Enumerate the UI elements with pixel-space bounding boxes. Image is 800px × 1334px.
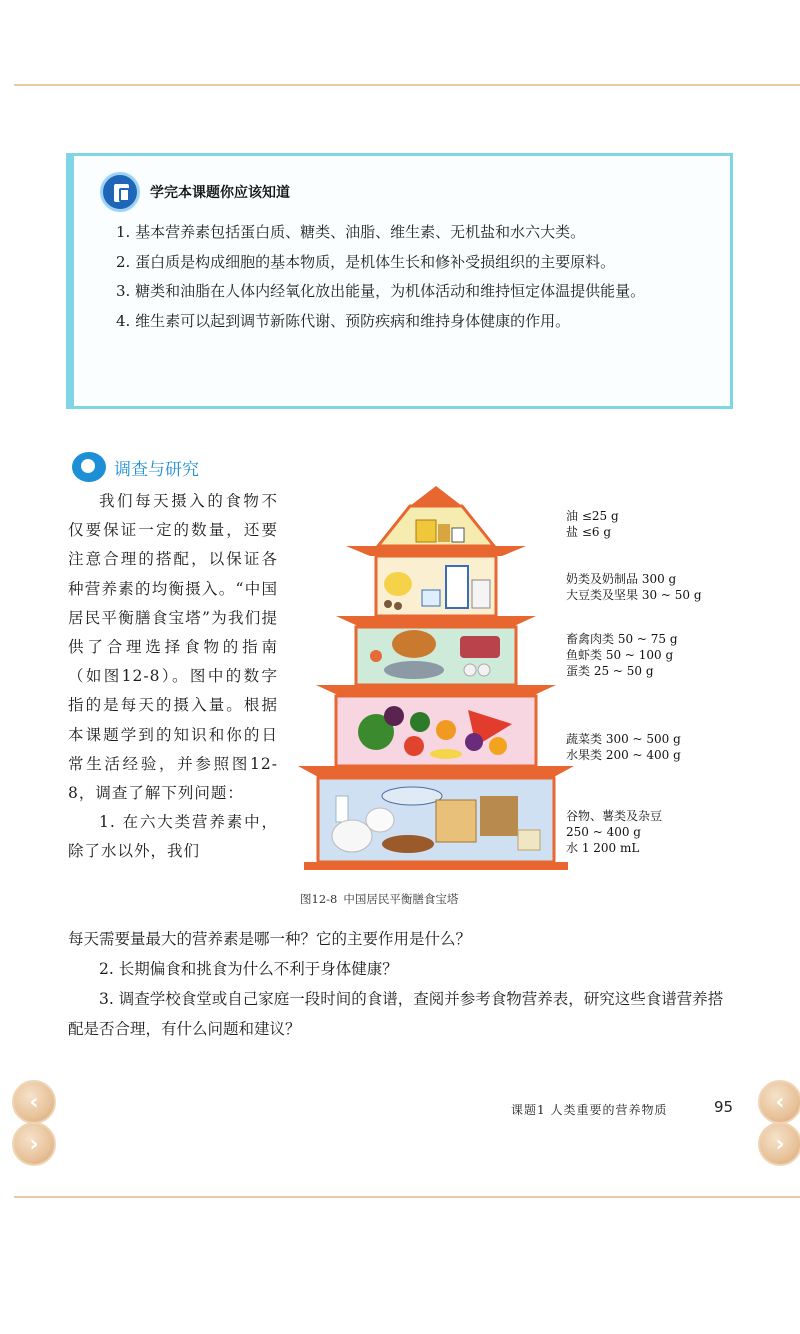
running-footer: 课题1 人类重要的营养物质: [511, 1103, 668, 1117]
next-page-button[interactable]: [758, 1122, 800, 1166]
question-2: 2. 长期偏食和挑食为什么不利于身体健康？: [99, 960, 398, 978]
knowledge-box: [66, 153, 733, 409]
label-meat: 畜禽肉类 50 ~ 75 g: [566, 632, 678, 646]
figure-caption-text: 中国居民平衡膳食宝塔: [343, 892, 459, 906]
intro-text-block: [68, 487, 278, 867]
chevron-left-icon: ‹: [29, 1089, 39, 1115]
page-number: 95: [714, 1098, 734, 1116]
tier-4-labels: [566, 731, 681, 763]
tier-5-labels: [566, 808, 662, 856]
pyramid-base: [304, 862, 568, 870]
question-1-end: 每天需要量最大的营养素是哪一种？它的主要作用是什么？: [68, 930, 472, 948]
prev-page-button-lower[interactable]: [12, 1122, 56, 1166]
figure-caption: [300, 891, 464, 907]
question-1-start: 1. 在六大类营养素中，除了水以外，我们: [68, 813, 278, 861]
prev-page-button[interactable]: [12, 1080, 56, 1124]
intro-paragraph: 我们每天摄入的食物不仅要保证一定的数量，还要注意合理的搭配，以保证各种营养素的均衡摄入。“中国居民平衡膳食宝塔”为我们提供了合理选择食物的指南（如图12-8）。图中的数字指的是每天的摄入量。根据本课题学到的知识和你的日常生活经验，并参照图12-8，调查了解下列问题：: [68, 492, 278, 803]
pyramid-eave-3: [316, 685, 556, 696]
label-fruits: 水果类 200 ~ 400 g: [566, 748, 681, 762]
label-soy-nuts: 大豆类及坚果 30 ~ 50 g: [566, 588, 702, 602]
tier-2-labels: [566, 571, 702, 603]
pyramid-eave-2: [336, 616, 536, 627]
figure-number: 图12-8: [300, 892, 338, 906]
next-page-button-upper[interactable]: [758, 1080, 800, 1124]
label-oil: 油 ≤25 g: [566, 509, 619, 523]
top-divider: [14, 84, 800, 86]
knowledge-item-2: 2. 蛋白质是构成细胞的基本物质，是机体生长和修补受损组织的主要原料。: [116, 252, 616, 271]
section-title: 调查与研究: [114, 459, 199, 480]
label-salt: 盐 ≤6 g: [566, 525, 612, 539]
chevron-left-icon: ‹: [775, 1089, 785, 1115]
knowledge-box-title: 学完本课题你应该知道: [150, 185, 290, 201]
label-vegetables: 蔬菜类 300 ~ 500 g: [566, 732, 681, 746]
section-heading: [72, 452, 199, 482]
food-pyramid-illustration: [296, 484, 576, 884]
questions-block: [68, 924, 738, 1044]
knowledge-item-3: 3. 糖类和油脂在人体内经氧化放出能量，为机体活动和维持恒定体温提供能量。: [116, 282, 646, 300]
bottom-divider: [14, 1196, 800, 1198]
knowledge-box-header: [100, 172, 290, 212]
document-icon: [100, 172, 140, 212]
label-water: 水 1 200 mL: [566, 841, 640, 855]
chevron-right-icon: ›: [775, 1131, 785, 1157]
knowledge-list: [80, 218, 720, 336]
speech-bubble-icon: [72, 452, 106, 482]
label-fish: 鱼虾类 50 ~ 100 g: [566, 648, 674, 662]
label-grains: 谷物、薯类及杂豆: [566, 809, 663, 823]
tier-1-labels: [566, 508, 619, 540]
pyramid-spire: [410, 486, 462, 506]
knowledge-item-4: 4. 维生素可以起到调节新陈代谢、预防疾病和维持身体健康的作用。: [116, 311, 571, 330]
knowledge-item-1: 1. 基本营养素包括蛋白质、糖类、油脂、维生素、无机盐和水六大类。: [116, 223, 586, 241]
label-eggs: 蛋类 25 ~ 50 g: [566, 664, 654, 678]
tier-3-labels: [566, 631, 678, 679]
label-dairy: 奶类及奶制品 300 g: [566, 572, 677, 586]
chevron-right-icon: ›: [29, 1131, 39, 1157]
question-3: 3. 调查学校食堂或自己家庭一段时间的食谱，查阅并参考食物营养表，研究这些食谱营养搭配是否合理，有什么问题和建议？: [68, 990, 724, 1038]
label-grains-amount: 250 ~ 400 g: [566, 825, 641, 839]
pyramid-eave-4: [298, 766, 574, 778]
